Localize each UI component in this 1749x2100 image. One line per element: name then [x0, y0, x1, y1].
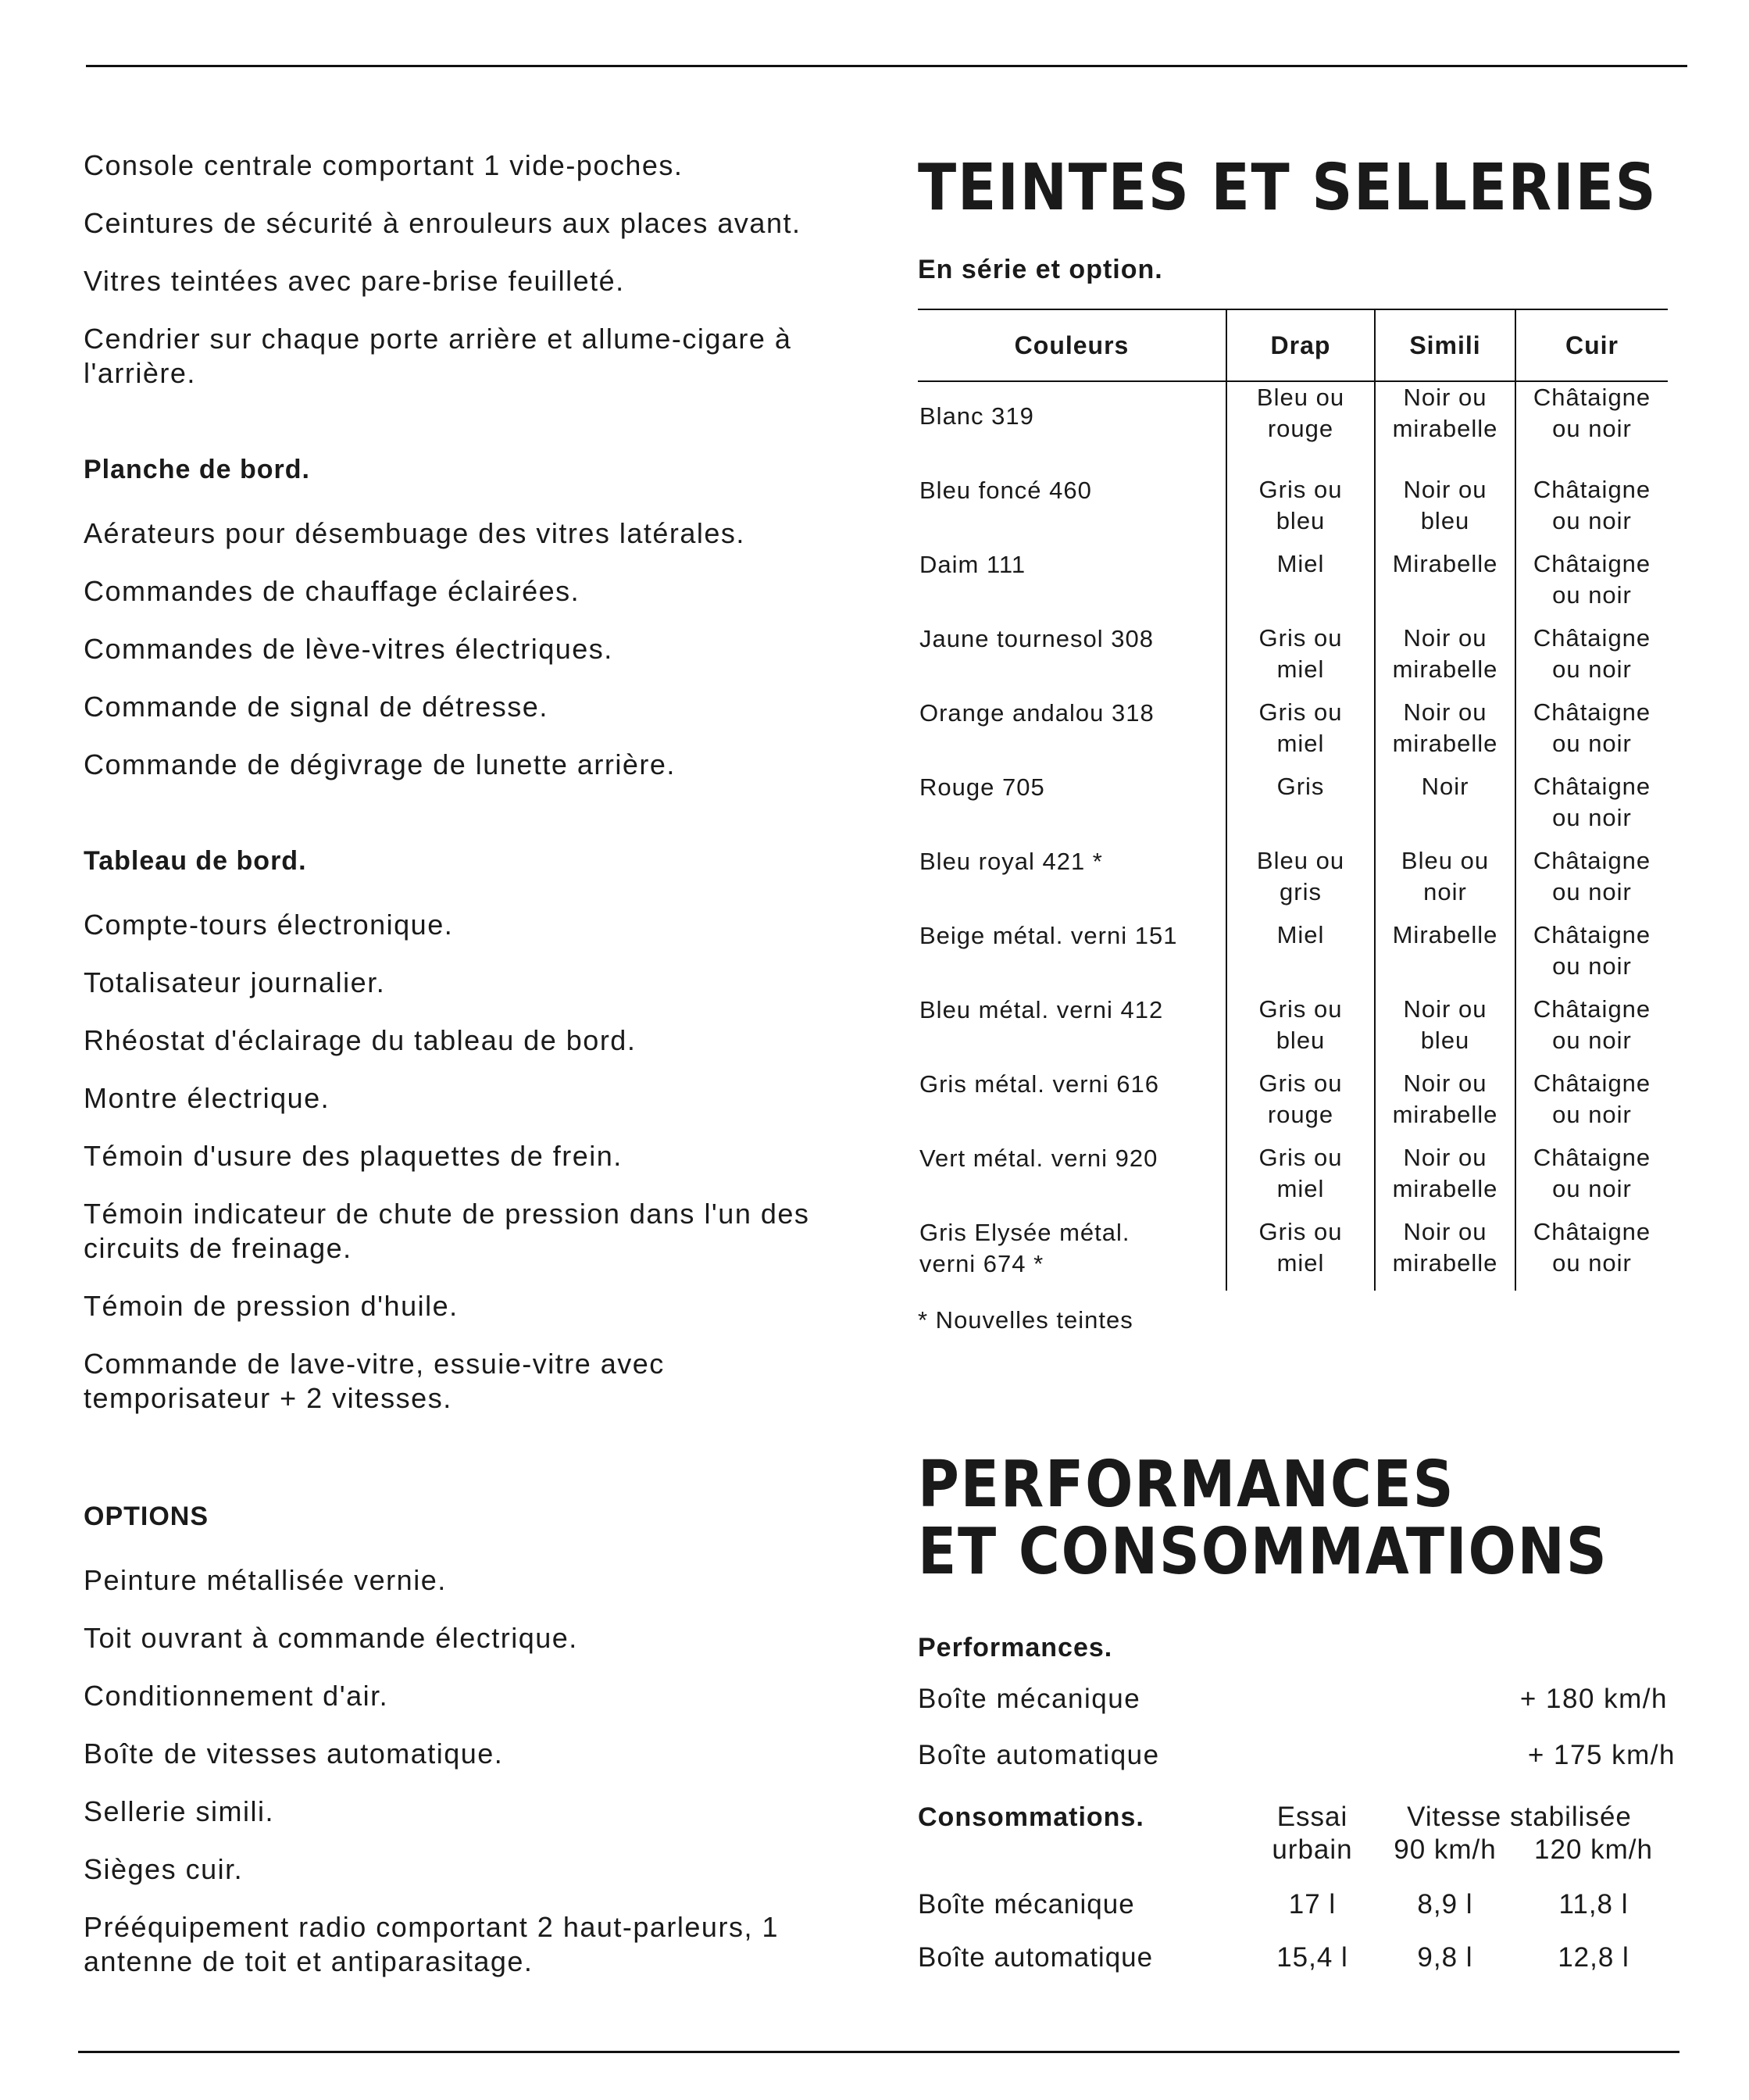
- cons-120: 12,8 l: [1558, 1942, 1629, 1973]
- cell-simili: Noir ou mirabelle: [1375, 1142, 1515, 1216]
- list-item: Aérateurs pour désembuage des vitres latérales.: [84, 517, 745, 549]
- cell-cuir: Châtaigne ou noir: [1515, 1216, 1668, 1291]
- cell-drap: Miel: [1226, 920, 1375, 994]
- cell-simili: Noir ou mirabelle: [1375, 1068, 1515, 1142]
- cell-simili: Noir ou mirabelle: [1375, 697, 1515, 771]
- cell-cuir: Châtaigne ou noir: [1515, 1142, 1668, 1216]
- cell-simili: Noir ou mirabelle: [1375, 1216, 1515, 1291]
- list-item: Sièges cuir.: [84, 1853, 244, 1885]
- cell-drap: Gris ou bleu: [1226, 994, 1375, 1068]
- teintes-table-body: [918, 381, 1668, 1291]
- list-item: Commandes de lève-vitres électriques.: [84, 633, 613, 665]
- teintes-table: [918, 309, 1668, 1291]
- bottom-rule: [78, 2051, 1679, 2053]
- header-cuir: Cuir: [1515, 309, 1668, 381]
- cons-label: Boîte automatique: [918, 1942, 1154, 1973]
- table-row: [918, 697, 1668, 771]
- cell-cuir: Châtaigne ou noir: [1515, 697, 1668, 771]
- perf-label: Boîte mécanique: [918, 1684, 1141, 1714]
- planche-list: [84, 516, 841, 782]
- col-essai-line2: urbain: [1272, 1834, 1353, 1865]
- specs-column: [918, 148, 1683, 1974]
- list-item: Rhéostat d'éclairage du tableau de bord.: [84, 1024, 637, 1056]
- list-item: Sellerie simili.: [84, 1795, 275, 1827]
- performances-title-line2: ET CONSOMMATIONS: [918, 1515, 1608, 1589]
- table-row: [918, 1142, 1668, 1216]
- perf-label: Boîte automatique: [918, 1740, 1160, 1770]
- performances-title: [918, 1448, 1608, 1589]
- col-120: 120 km/h: [1534, 1834, 1653, 1865]
- top-rule: [86, 65, 1687, 67]
- list-item: Ceintures de sécurité à enrouleurs aux places avant.: [84, 207, 801, 239]
- tableau-heading: Tableau de bord.: [84, 846, 307, 876]
- cell-drap: Gris ou miel: [1226, 697, 1375, 771]
- cell-drap: Gris ou miel: [1226, 1216, 1375, 1291]
- list-item: Commande de signal de détresse.: [84, 691, 548, 723]
- list-item: Peinture métallisée vernie.: [84, 1564, 447, 1596]
- cons-90: 9,8 l: [1417, 1942, 1473, 1973]
- perf-row: [918, 1682, 1668, 1716]
- list-item: Vitres teintées avec pare-brise feuilleté.: [84, 265, 625, 297]
- list-item: Boîte de vitesses automatique.: [84, 1738, 504, 1770]
- list-item: Témoin indicateur de chute de pression dans l'un des circuits de freinage.: [84, 1198, 810, 1264]
- cell-cuir: Châtaigne ou noir: [1515, 381, 1668, 474]
- list-item: Toit ouvrant à commande électrique.: [84, 1622, 578, 1654]
- list-item: Montre électrique.: [84, 1082, 330, 1114]
- table-row: [918, 1068, 1668, 1142]
- list-item: Compte-tours électronique.: [84, 909, 454, 941]
- list-item: Totalisateur journalier.: [84, 966, 386, 998]
- cell-couleur: Bleu royal 421 *: [919, 848, 1103, 875]
- cell-couleur: Jaune tournesol 308: [919, 625, 1154, 652]
- list-item: Commande de lave-vitre, essuie-vitre avec temporisateur + 2 vitesses.: [84, 1348, 665, 1414]
- cell-couleur: Gris métal. verni 616: [919, 1070, 1159, 1098]
- cell-couleur: Orange andalou 318: [919, 699, 1155, 727]
- cell-couleur: Gris Elysée métal. verni 674 *: [919, 1219, 1130, 1277]
- table-row: [918, 1216, 1668, 1291]
- list-item: Témoin de pression d'huile.: [84, 1290, 459, 1322]
- cell-couleur: Bleu métal. verni 412: [919, 996, 1164, 1023]
- cons-heading: Consommations.: [918, 1802, 1144, 1832]
- teintes-subtitle: En série et option.: [918, 255, 1163, 284]
- list-item: Commandes de chauffage éclairées.: [84, 575, 580, 607]
- performances-title-line1: PERFORMANCES: [918, 1448, 1455, 1522]
- table-row: [918, 994, 1668, 1068]
- equipment-column: [84, 148, 841, 2002]
- cell-drap: Gris ou bleu: [1226, 474, 1375, 548]
- cell-couleur: Daim 111: [919, 551, 1026, 578]
- cell-drap: Gris ou miel: [1226, 623, 1375, 697]
- cell-simili: Noir ou bleu: [1375, 994, 1515, 1068]
- cell-drap: Bleu ou gris: [1226, 845, 1375, 920]
- cell-drap: Gris: [1226, 771, 1375, 845]
- cell-cuir: Châtaigne ou noir: [1515, 474, 1668, 548]
- table-row: [918, 381, 1668, 474]
- list-item: Console centrale comportant 1 vide-poches.: [84, 149, 684, 181]
- cell-couleur: Rouge 705: [919, 773, 1045, 801]
- table-row: [918, 771, 1668, 845]
- perf-row: [918, 1738, 1676, 1773]
- cell-simili: Bleu ou noir: [1375, 845, 1515, 920]
- consommations-table: [918, 1801, 1683, 1974]
- cell-cuir: Châtaigne ou noir: [1515, 771, 1668, 845]
- intro-list: [84, 148, 841, 391]
- table-row: [918, 845, 1668, 920]
- cell-simili: Noir ou bleu: [1375, 474, 1515, 548]
- teintes-footnote: * Nouvelles teintes: [918, 1306, 1133, 1334]
- col-90: 90 km/h: [1394, 1834, 1497, 1865]
- cell-couleur: Beige métal. verni 151: [919, 922, 1178, 949]
- col-essai-line1: Essai: [1276, 1802, 1348, 1832]
- table-header-row: [918, 309, 1668, 381]
- cell-couleur: Blanc 319: [919, 402, 1034, 430]
- cell-drap: Miel: [1226, 548, 1375, 623]
- header-simili: Simili: [1375, 309, 1515, 381]
- table-row: [918, 920, 1668, 994]
- col-vitesse: Vitesse stabilisée: [1407, 1802, 1632, 1832]
- options-list: [84, 1563, 841, 1979]
- cell-simili: Noir ou mirabelle: [1375, 381, 1515, 474]
- perf-heading: Performances.: [918, 1633, 1113, 1662]
- cell-simili: Mirabelle: [1375, 920, 1515, 994]
- perf-list: [918, 1682, 1683, 1773]
- cell-drap: Bleu ou rouge: [1226, 381, 1375, 474]
- cell-couleur: Bleu foncé 460: [919, 477, 1092, 504]
- table-row: [918, 548, 1668, 623]
- planche-heading: Planche de bord.: [84, 455, 310, 484]
- cons-120: 11,8 l: [1558, 1889, 1629, 1920]
- table-row: [918, 474, 1668, 548]
- options-heading: OPTIONS: [84, 1502, 209, 1531]
- cons-urbain: 15,4 l: [1276, 1942, 1348, 1973]
- teintes-title: TEINTES ET SELLERIES: [918, 151, 1658, 225]
- cell-cuir: Châtaigne ou noir: [1515, 845, 1668, 920]
- cell-couleur: Vert métal. verni 920: [919, 1145, 1158, 1172]
- cell-simili: Noir ou mirabelle: [1375, 623, 1515, 697]
- cons-90: 8,9 l: [1417, 1889, 1473, 1920]
- cell-cuir: Châtaigne ou noir: [1515, 1068, 1668, 1142]
- cons-label: Boîte mécanique: [918, 1889, 1135, 1920]
- cell-simili: Noir: [1375, 771, 1515, 845]
- cell-cuir: Châtaigne ou noir: [1515, 623, 1668, 697]
- list-item: Conditionnement d'air.: [84, 1680, 389, 1712]
- cell-simili: Mirabelle: [1375, 548, 1515, 623]
- cell-drap: Gris ou rouge: [1226, 1068, 1375, 1142]
- cons-urbain: 17 l: [1288, 1889, 1337, 1920]
- list-item: Prééquipement radio comportant 2 haut-parleurs, 1 antenne de toit et antiparasitage.: [84, 1911, 779, 1977]
- cell-drap: Gris ou miel: [1226, 1142, 1375, 1216]
- cell-cuir: Châtaigne ou noir: [1515, 994, 1668, 1068]
- list-item: Témoin d'usure des plaquettes de frein.: [84, 1140, 623, 1172]
- perf-value: + 175 km/h: [1527, 1740, 1676, 1770]
- list-item: Cendrier sur chaque porte arrière et allume-cigare à l'arrière.: [84, 323, 792, 389]
- header-drap: Drap: [1226, 309, 1375, 381]
- list-item: Commande de dégivrage de lunette arrière.: [84, 748, 676, 780]
- table-row: [918, 623, 1668, 697]
- cell-cuir: Châtaigne ou noir: [1515, 920, 1668, 994]
- perf-value: + 180 km/h: [1519, 1684, 1668, 1714]
- tableau-list: [84, 908, 841, 1416]
- header-couleurs: Couleurs: [1014, 330, 1130, 359]
- cell-cuir: Châtaigne ou noir: [1515, 548, 1668, 623]
